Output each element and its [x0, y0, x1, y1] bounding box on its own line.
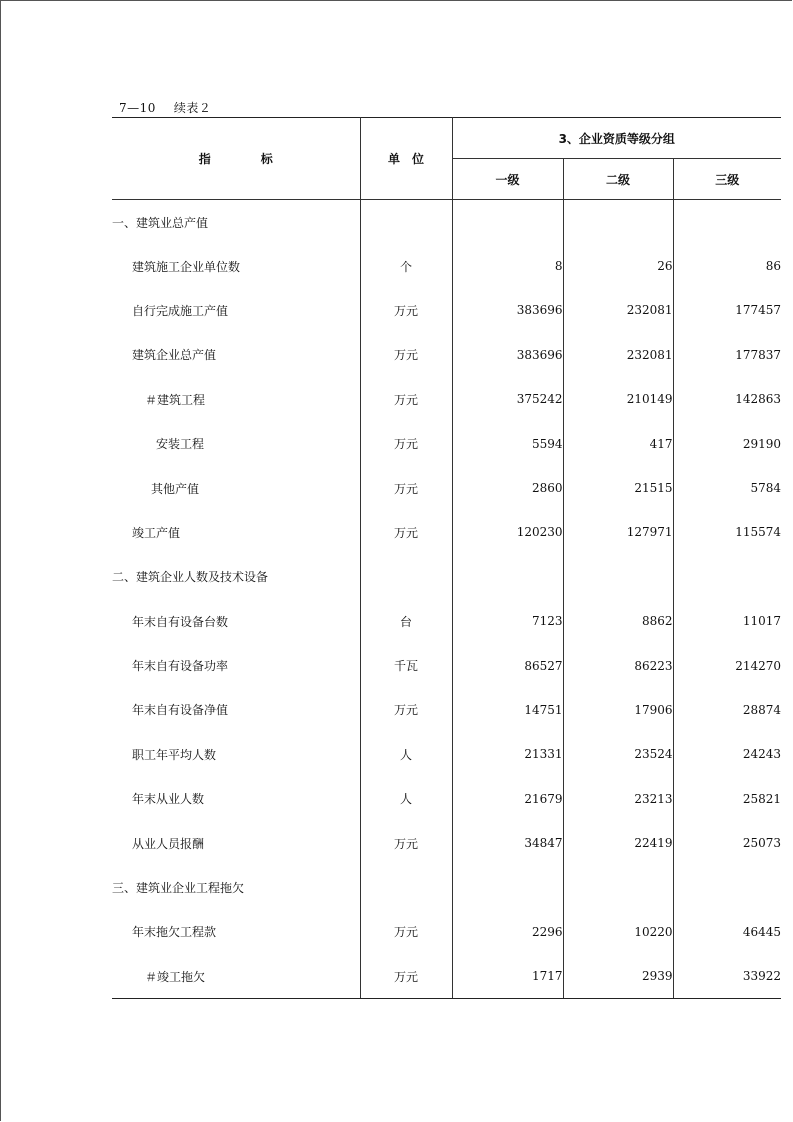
level-3-value: 142863 [735, 392, 781, 407]
level-1-value: 375242 [452, 377, 563, 421]
row-unit: 万元 [360, 421, 452, 465]
row-unit: 人 [360, 777, 452, 821]
row-label: 年末自有设备功率 [112, 643, 360, 687]
row-label: ＃竣工拖欠 [112, 954, 360, 998]
row-unit: 万元 [360, 466, 452, 510]
level-3-value: 29190 [742, 436, 781, 451]
row-label: 职工年平均人数 [112, 732, 360, 776]
level-1-value [452, 865, 563, 909]
level-1-value: 86527 [452, 643, 563, 687]
row-unit: 个 [360, 244, 452, 288]
level-2-value: 8862 [563, 599, 673, 643]
level-3-value [673, 555, 781, 599]
row-label: 年末拖欠工程款 [112, 910, 360, 954]
table-row [112, 377, 781, 421]
level-2-value: 232081 [563, 288, 673, 332]
table-row [112, 688, 781, 732]
table-row [112, 555, 781, 599]
table-code: 7—10 [119, 101, 156, 115]
table-row [112, 643, 781, 687]
level-1-value: 2296 [452, 910, 563, 954]
level-2-value: 22419 [563, 821, 673, 865]
level-1-value: 5594 [452, 421, 563, 465]
table-row [112, 821, 781, 865]
row-label: 其他产值 [112, 466, 360, 510]
row-unit: 万元 [360, 688, 452, 732]
row-label: 自行完成施工产值 [112, 288, 360, 332]
row-label: 竣工产值 [112, 510, 360, 554]
level-1-value [452, 555, 563, 599]
level-2-header: 二级 [563, 159, 673, 200]
level-3-value: 28874 [742, 702, 781, 717]
level-2-value: 26 [563, 244, 673, 288]
row-unit: 万元 [360, 910, 452, 954]
row-unit: 万元 [360, 288, 452, 332]
level-1-value: 21679 [452, 777, 563, 821]
table-row [112, 510, 781, 554]
row-unit [360, 555, 452, 599]
row-unit: 万元 [360, 377, 452, 421]
table-row [112, 421, 781, 465]
level-2-value [563, 555, 673, 599]
unit-header: 单位 [360, 118, 452, 200]
row-label: 从业人员报酬 [112, 821, 360, 865]
indicator-header: 指标 [112, 118, 360, 200]
level-1-value: 383696 [452, 288, 563, 332]
row-label: 安装工程 [112, 421, 360, 465]
level-2-value [563, 865, 673, 909]
table-row [112, 333, 781, 377]
table-title: 续表２ [173, 101, 212, 115]
row-unit [360, 865, 452, 909]
level-1-value: 8 [452, 244, 563, 288]
level-3-value [673, 865, 781, 909]
level-2-value: 17906 [563, 688, 673, 732]
row-label: 建筑企业总产值 [112, 333, 360, 377]
level-3-value: 11017 [742, 614, 781, 629]
level-1-value: 34847 [452, 821, 563, 865]
row-unit: 万元 [360, 821, 452, 865]
table-caption [119, 99, 229, 116]
level-1-value: 14751 [452, 688, 563, 732]
table-row [112, 466, 781, 510]
level-3-value: 5784 [750, 481, 781, 496]
group-header: 3、企业资质等级分组 [452, 118, 781, 159]
row-label: 三、建筑业企业工程拖欠 [112, 865, 360, 909]
row-label: 年末自有设备净值 [112, 688, 360, 732]
level-3-value: 115574 [735, 525, 781, 540]
row-unit: 万元 [360, 510, 452, 554]
row-unit: 万元 [360, 954, 452, 998]
row-unit [360, 200, 452, 244]
level-1-value: 1717 [452, 954, 563, 998]
level-2-value: 127971 [563, 510, 673, 554]
row-label: 年末从业人数 [112, 777, 360, 821]
level-1-header: 一级 [452, 159, 563, 200]
level-3-value [673, 200, 781, 244]
level-2-value: 23213 [563, 777, 673, 821]
level-2-value: 23524 [563, 732, 673, 776]
table-row [112, 732, 781, 776]
level-2-value: 210149 [563, 377, 673, 421]
table-row [112, 288, 781, 332]
table-row [112, 910, 781, 954]
level-1-value: 120230 [452, 510, 563, 554]
level-1-value [452, 200, 563, 244]
row-label: 一、建筑业总产值 [112, 200, 360, 244]
row-label: ＃建筑工程 [112, 377, 360, 421]
level-2-value [563, 200, 673, 244]
level-1-value: 2860 [452, 466, 563, 510]
level-2-value: 417 [563, 421, 673, 465]
table-row [112, 599, 781, 643]
level-3-value: 24243 [742, 747, 781, 762]
table-row [112, 954, 781, 998]
level-3-header: 三级 [673, 159, 781, 200]
level-2-value: 21515 [563, 466, 673, 510]
row-label: 二、建筑企业人数及技术设备 [112, 555, 360, 599]
row-label: 建筑施工企业单位数 [112, 244, 360, 288]
level-1-value: 21331 [452, 732, 563, 776]
level-3-value: 177837 [735, 347, 781, 362]
level-2-value: 86223 [563, 643, 673, 687]
level-3-value: 177457 [735, 303, 781, 318]
level-1-value: 383696 [452, 333, 563, 377]
row-label: 年末自有设备台数 [112, 599, 360, 643]
level-3-value: 46445 [742, 924, 781, 939]
row-unit: 千瓦 [360, 643, 452, 687]
level-2-value: 10220 [563, 910, 673, 954]
level-3-value: 214270 [735, 658, 781, 673]
level-3-value: 86 [765, 259, 781, 274]
row-unit: 人 [360, 732, 452, 776]
table-row [112, 865, 781, 909]
level-2-value: 2939 [563, 954, 673, 998]
statistics-table [112, 117, 781, 999]
level-3-value: 25073 [742, 836, 781, 851]
row-unit: 万元 [360, 333, 452, 377]
level-1-value: 7123 [452, 599, 563, 643]
level-3-value: 25821 [742, 791, 781, 806]
level-3-value: 33922 [673, 954, 781, 998]
table-row [112, 200, 781, 244]
level-2-value: 232081 [563, 333, 673, 377]
table-row [112, 244, 781, 288]
table-row [112, 777, 781, 821]
row-unit: 台 [360, 599, 452, 643]
